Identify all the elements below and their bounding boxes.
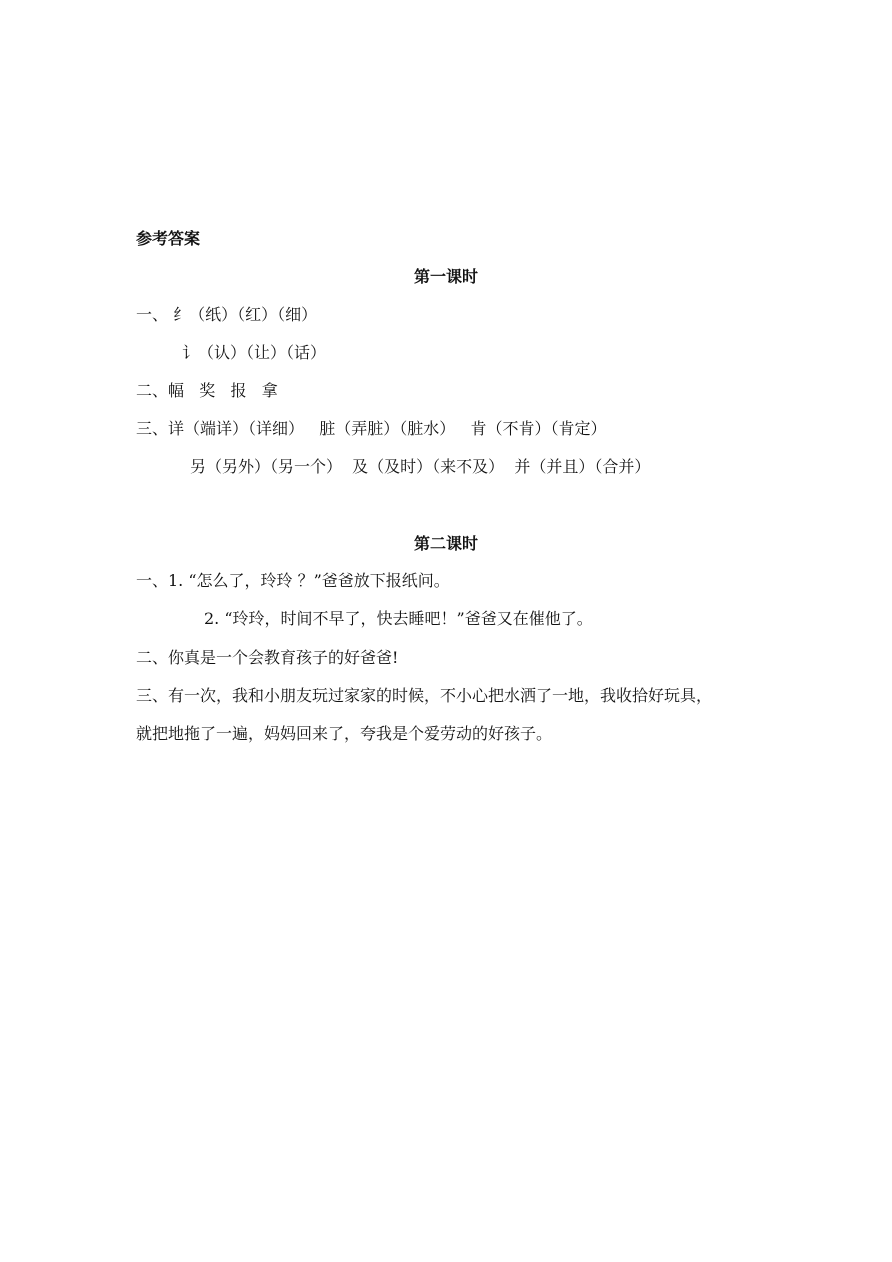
lesson1-q3-line2: 另（另外）（另一个） 及（及时）（来不及） 并（并且）（合并） — [190, 457, 651, 476]
lesson2-q1-line2: 2. “玲玲，时间不早了，快去睡吧！”爸爸又在催他了。 — [204, 609, 593, 628]
lesson1-q1-line2: 讠（认）（让）（话） — [182, 343, 327, 362]
lesson1-q3-line1: 三、详（端详）（详细） 脏（弄脏）（脏水） 肯（不肯）（肯定） — [136, 419, 607, 438]
lesson1-heading: 第一课时 — [413, 267, 478, 286]
lesson2-q3-line1: 三、有一次，我和小朋友玩过家家的时候，不小心把水洒了一地，我收拾好玩具， — [136, 686, 713, 705]
lesson1-q1-line1: 一、 纟（纸）（红）（细） — [136, 305, 318, 324]
page-title: 参考答案 — [136, 229, 201, 248]
lesson2-q1-line1: 一、1. “怎么了，玲玲 ？”爸爸放下报纸问。 — [136, 571, 450, 590]
lesson2-heading: 第二课时 — [413, 534, 478, 553]
lesson2-q3-line2: 就把地拖了一遍，妈妈回来了，夸我是个爱劳动的好孩子。 — [136, 724, 553, 743]
lesson2-q2: 二、你真是一个会教育孩子的好爸爸! — [136, 648, 399, 667]
lesson1-q2: 二、幅 奖 报 拿 — [136, 381, 278, 400]
